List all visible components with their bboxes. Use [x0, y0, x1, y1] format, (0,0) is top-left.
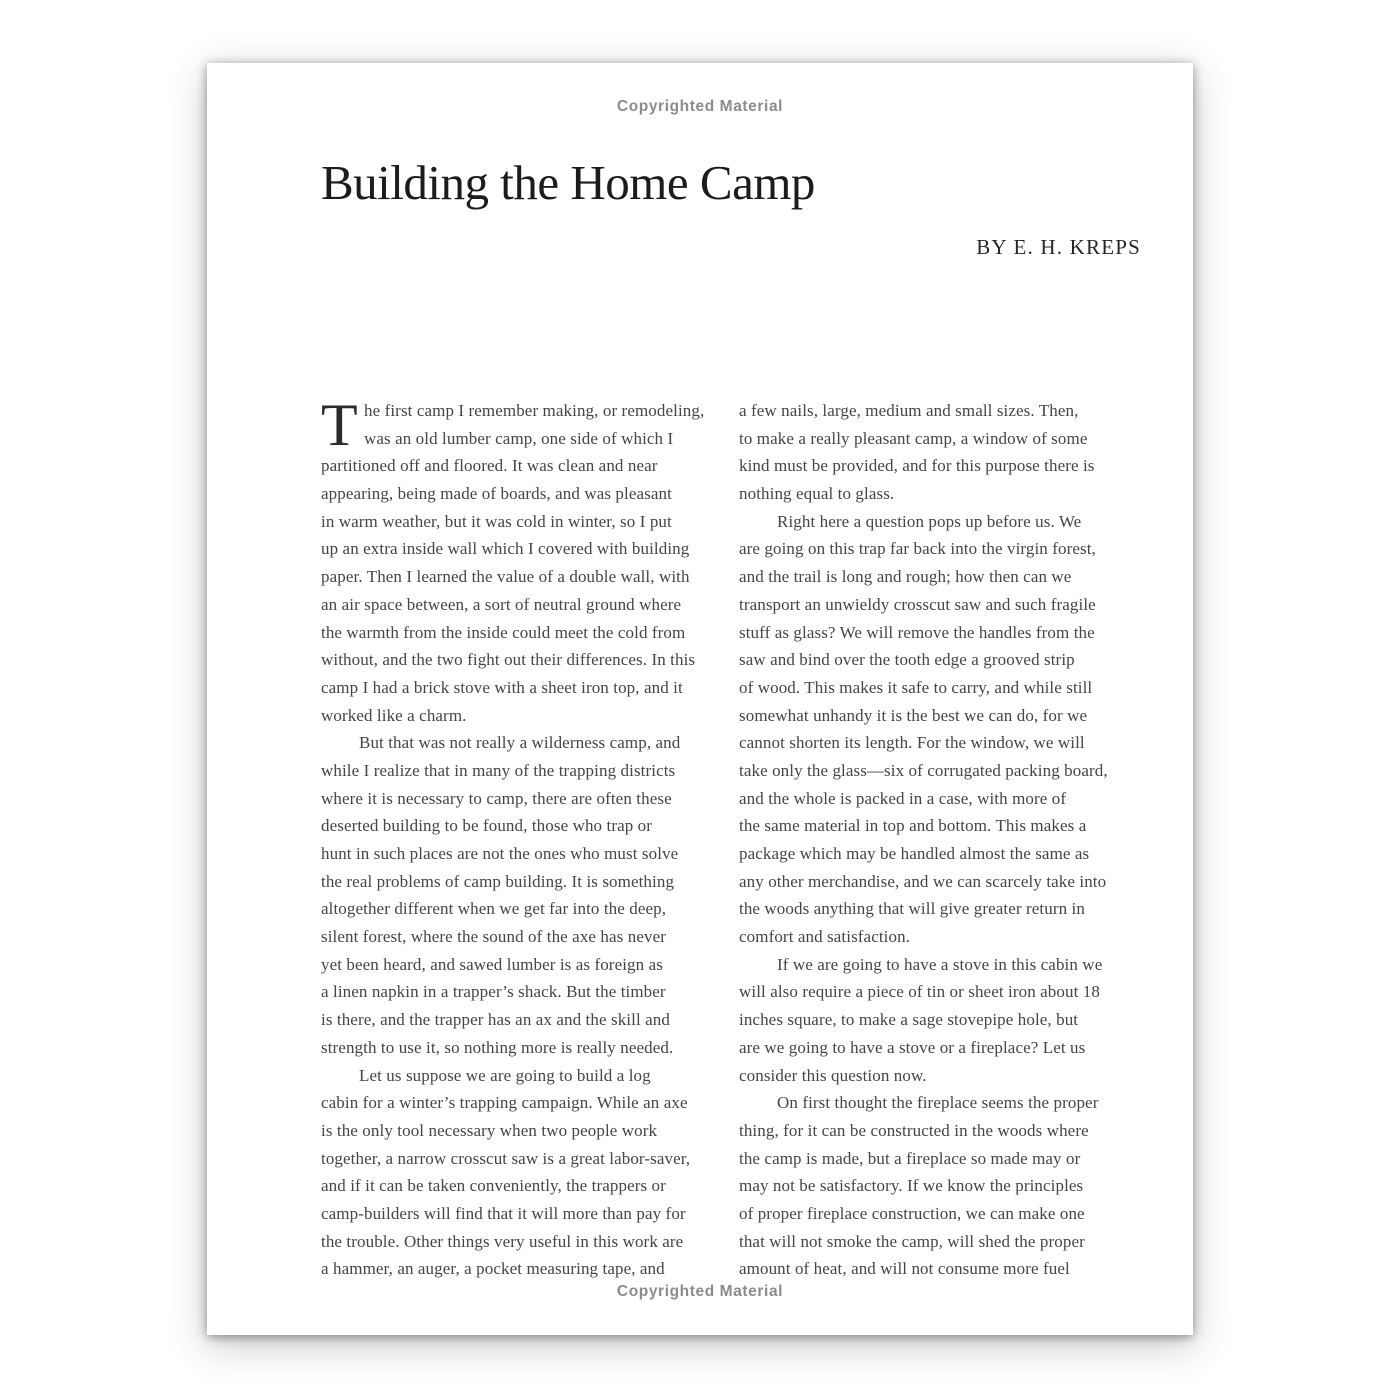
- text-line: a few nails, large, medium and small sizes. Then,: [739, 401, 1079, 420]
- copyright-header: Copyrighted Material: [616, 98, 784, 115]
- text-line: Right here a question pops up before us. We: [777, 511, 1082, 531]
- text-line: On first thought the fireplace seems the proper: [777, 1093, 1099, 1113]
- text-line: are we going to have a stove or a fireplace? Let us: [739, 1037, 1086, 1057]
- text-line: the woods anything that will give greater return in: [739, 899, 1085, 919]
- text-line: somewhat unhandy it is the best we can do, for we: [739, 705, 1088, 725]
- text-column-left: [321, 392, 723, 1283]
- text-line: But that was not really a wilderness camp, and: [359, 733, 681, 753]
- author-byline: BY E. H. KREPS: [976, 235, 1141, 259]
- text-line: silent forest, where the sound of the axe has never: [321, 927, 666, 947]
- text-line: the real problems of camp building. It is something: [321, 871, 675, 891]
- text-line: he first camp I remember making, or remodeling,: [364, 401, 705, 420]
- text-line: to make a really pleasant camp, a window of some: [739, 428, 1088, 448]
- text-line: saw and bind over the tooth edge a grooved strip: [739, 650, 1075, 670]
- text-line: transport an unwieldy crosscut saw and such fragile: [739, 594, 1096, 614]
- text-line: are going on this trap far back into the virgin forest,: [739, 539, 1096, 559]
- text-line: in warm weather, but it was cold in winter, so I put: [321, 511, 672, 531]
- text-line: and the whole is packed in a case, with more of: [739, 788, 1067, 808]
- text-line: deserted building to be found, those who trap or: [321, 816, 653, 836]
- text-line: yet been heard, and sawed lumber is as foreign as: [321, 954, 663, 974]
- text-line: take only the glass—six of corrugated packing board,: [739, 760, 1108, 780]
- text-line: amount of heat, and will not consume more fuel: [739, 1259, 1070, 1279]
- text-line: together, a narrow crosscut saw is a great labor-saver,: [321, 1148, 691, 1168]
- text-line: was an old lumber camp, one side of which I: [364, 428, 674, 448]
- text-line: comfort and satisfaction.: [739, 927, 911, 947]
- text-line: a linen napkin in a trapper’s shack. But the timber: [321, 982, 666, 1002]
- text-line: worked like a charm.: [321, 705, 467, 725]
- text-line: cabin for a winter’s trapping campaign. While an axe: [321, 1093, 688, 1113]
- drop-cap: T: [321, 392, 358, 458]
- text-line: paper. Then I learned the value of a double wall, with: [321, 567, 690, 587]
- text-line: the trouble. Other things very useful in this work are: [321, 1231, 684, 1251]
- text-line: the camp is made, but a fireplace so made may or: [739, 1148, 1081, 1168]
- text-line: camp-builders will find that it will more than pay for: [321, 1203, 686, 1223]
- text-line: while I realize that in many of the trapping districts: [321, 760, 676, 780]
- text-line: altogether different when we get far into the deep,: [321, 899, 667, 919]
- text-line: kind must be provided, and for this purpose there is: [739, 456, 1095, 476]
- text-line: partitioned off and floored. It was clean and near: [321, 456, 658, 476]
- text-line: is there, and the trapper has an ax and the skill and: [321, 1010, 670, 1030]
- text-line: consider this question now.: [739, 1065, 927, 1085]
- page-title: Building the Home Camp: [321, 155, 815, 210]
- text-line: thing, for it can be constructed in the woods where: [739, 1120, 1089, 1140]
- text-line: an air space between, a sort of neutral ground where: [321, 594, 682, 614]
- text-line: up an extra inside wall which I covered with building: [321, 539, 690, 559]
- text-line: a hammer, an auger, a pocket measuring tape, and: [321, 1259, 665, 1279]
- text-line: hunt in such places are not the ones who must solve: [321, 844, 679, 863]
- text-line: and if it can be taken conveniently, the trappers or: [321, 1176, 666, 1196]
- text-line: may not be satisfactory. If we know the principles: [739, 1176, 1084, 1196]
- text-line: is the only tool necessary when two people work: [321, 1120, 658, 1140]
- copyright-footer: Copyrighted Material: [616, 1283, 784, 1300]
- text-line: the warmth from the inside could meet the cold from: [321, 622, 686, 642]
- text-line: stuff as glass? We will remove the handles from the: [739, 622, 1095, 642]
- text-line: and the trail is long and rough; how then can we: [739, 567, 1072, 587]
- text-column-right: [739, 397, 1141, 1283]
- text-line: nothing equal to glass.: [739, 484, 895, 504]
- text-line: the same material in top and bottom. This makes a: [739, 816, 1087, 836]
- text-line: cannot shorten its length. For the window, we will: [739, 733, 1085, 753]
- text-line: will also require a piece of tin or sheet iron about 18: [739, 982, 1100, 1002]
- text-line: without, and the two fight out their differences. In this: [321, 650, 696, 670]
- text-line: of wood. This makes it safe to carry, and while still: [739, 677, 1093, 697]
- text-line: If we are going to have a stove in this cabin we: [777, 954, 1103, 974]
- text-line: any other merchandise, and we can scarcely take into: [739, 871, 1107, 891]
- text-line: where it is necessary to camp, there are often these: [321, 788, 672, 808]
- text-line: of proper fireplace construction, we can make one: [739, 1203, 1085, 1223]
- text-line: inches square, to make a sage stovepipe hole, but: [739, 1010, 1079, 1030]
- text-line: Let us suppose we are going to build a log: [359, 1065, 651, 1085]
- text-line: strength to use it, so nothing more is really needed.: [321, 1037, 674, 1057]
- text-line: appearing, being made of boards, and was pleasant: [321, 484, 672, 504]
- book-page: [207, 63, 1193, 1335]
- text-line: package which may be handled almost the same as: [739, 844, 1090, 863]
- text-line: camp I had a brick stove with a sheet iron top, and it: [321, 677, 683, 697]
- text-line: that will not smoke the camp, will shed the proper: [739, 1231, 1085, 1251]
